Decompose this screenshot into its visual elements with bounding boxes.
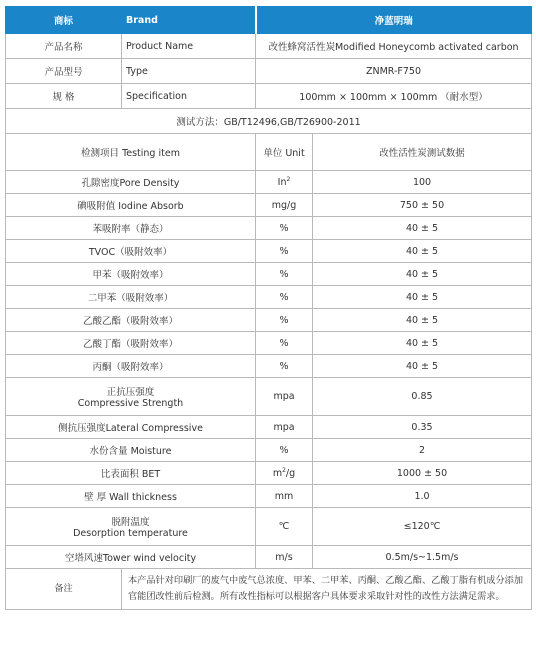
row-item: TVOC（吸附效率）	[6, 240, 256, 263]
row-unit: %	[256, 263, 313, 286]
row-item: 丙酮（吸附效率）	[6, 355, 256, 378]
row-unit: $m^2/g$	[256, 462, 313, 485]
row-unit: mpa	[256, 416, 313, 439]
row-value: ≤120℃	[313, 508, 532, 546]
row-unit: ℃	[256, 508, 313, 546]
note-label: 备注	[6, 569, 122, 610]
row-unit: mpa	[256, 378, 313, 416]
info-value: 改性蜂窝活性炭Modified Honeycomb activated carbon	[256, 34, 532, 59]
table-row	[6, 217, 532, 240]
row-unit: %	[256, 217, 313, 240]
row-item-cn: 正抗压强度	[106, 387, 155, 398]
col-header-item: 检测项目 Testing item	[6, 134, 256, 171]
info-row	[6, 59, 532, 84]
table-row	[6, 309, 532, 332]
info-label-en: Specification	[122, 84, 256, 109]
row-value: 40 ± 5	[313, 240, 532, 263]
info-label-en: Type	[122, 59, 256, 84]
spec-table	[5, 6, 532, 610]
row-unit: %	[256, 309, 313, 332]
row-value: 40 ± 5	[313, 286, 532, 309]
table-row	[6, 462, 532, 485]
row-value: 40 ± 5	[313, 355, 532, 378]
row-value: 40 ± 5	[313, 217, 532, 240]
col-header-unit: 单位 Unit	[256, 134, 313, 171]
row-unit: %	[256, 439, 313, 462]
row-value: 2	[313, 439, 532, 462]
column-header-row	[6, 134, 532, 171]
row-item: 碘吸附值 Iodine Absorb	[6, 194, 256, 217]
row-value: 100	[313, 171, 532, 194]
row-value: 1000 ± 50	[313, 462, 532, 485]
info-label-cn: 产品名称	[6, 34, 122, 59]
row-unit: In$^2$	[256, 171, 313, 194]
table-row	[6, 355, 532, 378]
row-value: 0.85	[313, 378, 532, 416]
row-value: 40 ± 5	[313, 263, 532, 286]
row-item-en: Desorption temperature	[73, 528, 188, 539]
row-unit: %	[256, 332, 313, 355]
row-item: 空塔风速Tower wind velocity	[6, 546, 256, 569]
row-item: 二甲苯（吸附效率）	[6, 286, 256, 309]
row-value: 40 ± 5	[313, 332, 532, 355]
row-value: 40 ± 5	[313, 309, 532, 332]
table-row	[6, 439, 532, 462]
row-item: 甲苯（吸附效率）	[6, 263, 256, 286]
brand-en-label: Brand	[122, 7, 256, 34]
note-text: 本产品针对印刷厂的废气中废气总浓度、甲苯、二甲苯、丙酮、乙酸乙酯、乙酸丁脂有机成分添加官能团改性前后检测。所有改性指标可以根据客户具体要求采取针对性的改性方法满足需求。	[122, 569, 532, 610]
info-row	[6, 84, 532, 109]
table-row	[6, 378, 532, 416]
info-label-cn: 规 格	[6, 84, 122, 109]
row-item: 乙酸丁酯（吸附效率）	[6, 332, 256, 355]
row-unit: %	[256, 286, 313, 309]
info-value: 100mm × 100mm × 100mm （耐水型）	[256, 84, 532, 109]
info-value: ZNMR-F750	[256, 59, 532, 84]
note-row	[6, 569, 532, 610]
brand-name: 净蓝明瑞	[256, 7, 532, 34]
table-row	[6, 171, 532, 194]
row-item-en: Compressive Strength	[77, 398, 184, 409]
table-row	[6, 485, 532, 508]
table-row	[6, 194, 532, 217]
row-unit: mg/g	[256, 194, 313, 217]
row-item-cn: 脱附温度	[111, 517, 150, 528]
row-value: 1.0	[313, 485, 532, 508]
table-row	[6, 508, 532, 546]
row-item: 壁 厚 Wall thickness	[6, 485, 256, 508]
row-item: 比表面积 BET	[6, 462, 256, 485]
info-label-en: Product Name	[122, 34, 256, 59]
row-item	[6, 508, 256, 546]
row-unit: mm	[256, 485, 313, 508]
row-item	[6, 378, 256, 416]
row-unit: %	[256, 355, 313, 378]
table-row	[6, 332, 532, 355]
test-method: 测试方法：GB/T12496,GB/T26900-2011	[6, 109, 532, 134]
table-row	[6, 546, 532, 569]
brand-cn-label: 商标	[6, 7, 122, 34]
table-row	[6, 240, 532, 263]
row-value: 750 ± 50	[313, 194, 532, 217]
row-item: 苯吸附率（静态）	[6, 217, 256, 240]
row-value: 0.35	[313, 416, 532, 439]
row-unit: %	[256, 240, 313, 263]
info-row	[6, 34, 532, 59]
table-row	[6, 286, 532, 309]
test-method-row	[6, 109, 532, 134]
row-item: 侧抗压强度Lateral Compressive	[6, 416, 256, 439]
col-header-data: 改性活性炭测试数据	[313, 134, 532, 171]
row-unit: m/s	[256, 546, 313, 569]
brand-header-row	[6, 7, 532, 34]
row-value: 0.5m/s~1.5m/s	[313, 546, 532, 569]
table-row	[6, 263, 532, 286]
row-item: 乙酸乙酯（吸附效率）	[6, 309, 256, 332]
table-row	[6, 416, 532, 439]
row-item: 水份含量 Moisture	[6, 439, 256, 462]
row-item: 孔隙密度Pore Density	[6, 171, 256, 194]
info-label-cn: 产品型号	[6, 59, 122, 84]
